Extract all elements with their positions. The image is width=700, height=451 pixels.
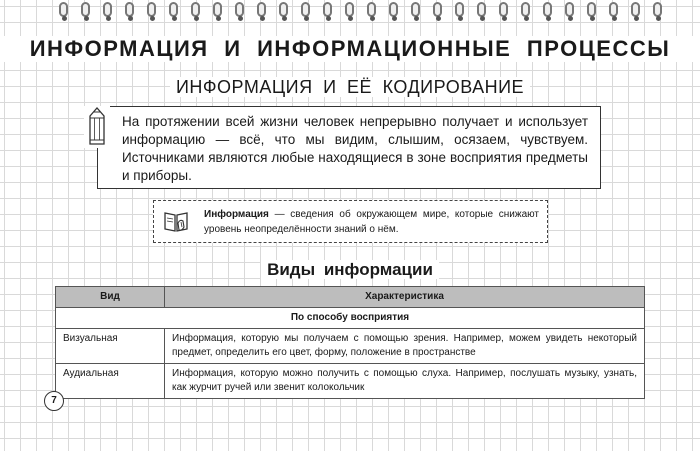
row-description: Информация, которую мы получаем с помощью зрения. Например, можем увидеть некоторый предмет, определить его цвет, форму, положение в пространстве <box>165 329 645 364</box>
header-kind: Вид <box>56 287 165 308</box>
spiral-ring <box>103 2 112 17</box>
spiral-ring <box>389 2 398 17</box>
spiral-ring <box>433 2 442 17</box>
spiral-ring <box>147 2 156 17</box>
spiral-ring <box>565 2 574 17</box>
page-subtitle-text: ИНФОРМАЦИЯ И ЕЁ КОДИРОВАНИЕ <box>170 77 530 97</box>
spiral-ring <box>213 2 222 17</box>
info-types-table <box>55 286 645 399</box>
spiral-ring <box>345 2 354 17</box>
spiral-ring <box>587 2 596 17</box>
spiral-ring <box>169 2 178 17</box>
section-title-text: Виды информации <box>261 260 439 279</box>
table-row <box>56 364 645 399</box>
row-kind: Аудиальная <box>56 364 165 399</box>
spiral-ring <box>477 2 486 17</box>
spiral-ring <box>59 2 68 17</box>
definition-text <box>204 207 539 237</box>
pencil-icon <box>84 106 110 148</box>
definition-body: — сведения об окружающем мире, которые снижают уровень неопределённости знаний о нём. <box>204 209 539 235</box>
table-group-row <box>56 308 645 329</box>
spiral-ring <box>81 2 90 17</box>
spiral-ring <box>411 2 420 17</box>
spiral-ring <box>301 2 310 17</box>
row-description: Информация, которую можно получить с помощью слуха. Например, послушать музыку, узнать, как журчит ручей или звенит колокольчик <box>165 364 645 399</box>
row-kind: Визуальная <box>56 329 165 364</box>
spiral-binding <box>0 0 700 24</box>
open-book-hand-icon <box>162 207 190 235</box>
intro-text: На протяжении всей жизни человек непрерывно получает и использует информацию — всё, что мы видим, слышим, осязаем, чувствуем. Источниками являются любые находящиеся в зоне восприятия предметы и приборы. <box>122 114 588 183</box>
spiral-ring <box>367 2 376 17</box>
spiral-ring <box>125 2 134 17</box>
spiral-ring <box>521 2 530 17</box>
spiral-ring <box>455 2 464 17</box>
page-subtitle <box>0 77 700 98</box>
definition-term: Информация <box>204 209 269 220</box>
spiral-ring <box>499 2 508 17</box>
section-title <box>0 260 700 280</box>
spiral-ring <box>543 2 552 17</box>
spiral-ring <box>191 2 200 17</box>
header-characteristic: Характеристика <box>165 287 645 308</box>
spiral-ring <box>609 2 618 17</box>
spiral-ring <box>631 2 640 17</box>
spiral-ring <box>235 2 244 17</box>
spiral-ring <box>257 2 266 17</box>
group-label: По способу восприятия <box>56 308 645 329</box>
spiral-ring <box>323 2 332 17</box>
table-header-row <box>56 287 645 308</box>
table-row <box>56 329 645 364</box>
intro-box <box>97 106 601 189</box>
definition-box <box>153 200 548 243</box>
page-title: ИНФОРМАЦИЯ И ИНФОРМАЦИОННЫЕ ПРОЦЕССЫ <box>0 36 700 62</box>
page-number: 7 <box>44 391 64 411</box>
spiral-ring <box>279 2 288 17</box>
spiral-ring <box>653 2 662 17</box>
